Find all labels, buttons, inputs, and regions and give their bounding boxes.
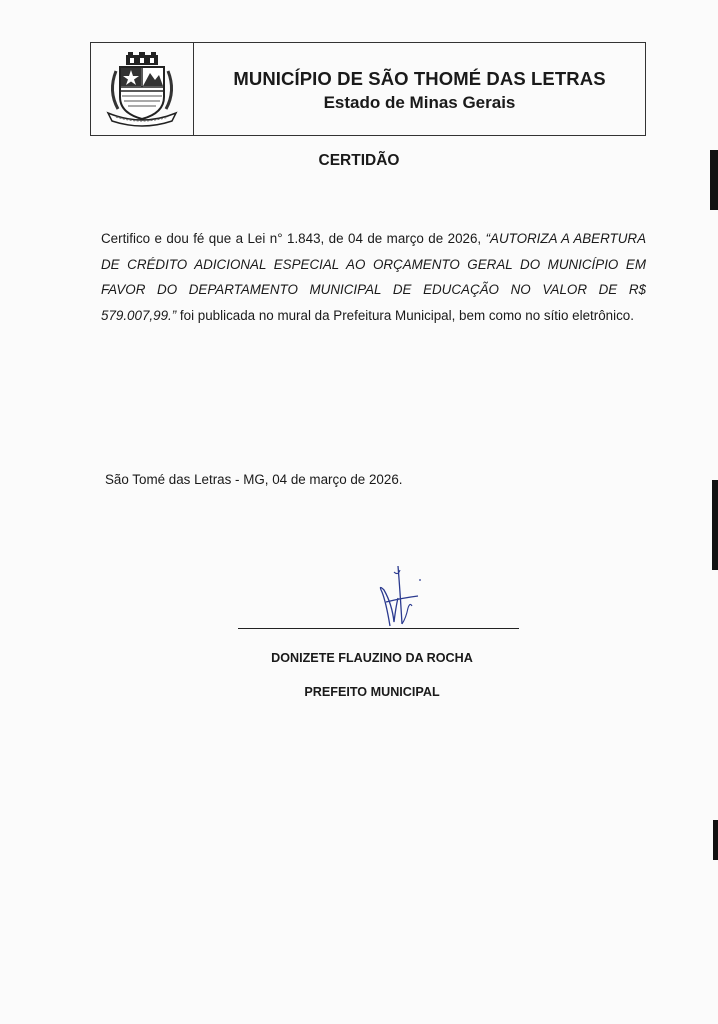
signer-role: PREFEITO MUNICIPAL xyxy=(304,685,440,699)
state-name: Estado de Minas Gerais xyxy=(323,92,516,112)
letterhead xyxy=(90,42,646,136)
letterhead-title-block xyxy=(194,43,645,135)
certificate-body xyxy=(101,226,646,328)
document-title: CERTIDÃO xyxy=(318,152,400,169)
municipality-name: MUNICÍPIO DE SÃO THOMÉ DAS LETRAS xyxy=(233,67,606,89)
scan-edge-mark xyxy=(713,820,718,860)
scan-edge-mark xyxy=(712,480,718,570)
body-outro: foi publicada no mural da Prefeitura Municipal, bem como no sítio eletrônico. xyxy=(176,307,634,323)
scan-edge-mark xyxy=(710,150,718,210)
handwritten-signature-icon xyxy=(368,562,432,632)
law-title-quote: “AUTORIZA A ABERTURA DE CRÉDITO ADICIONAL ESPECIAL AO ORÇAMENTO GERAL DO MUNICÍPIO EM FAVOR DO DEPARTAMENTO MUNICIPAL DE EDUCAÇÃO NO VALOR DE R$ 579.007,99.” xyxy=(101,231,646,323)
coat-of-arms-icon xyxy=(102,51,182,127)
logo-cell xyxy=(91,43,194,135)
signer-name: DONIZETE FLAUZINO DA ROCHA xyxy=(271,651,473,665)
place-and-date: São Tomé das Letras - MG, 04 de março de 2026. xyxy=(105,472,403,487)
signature-line xyxy=(238,628,519,629)
body-intro: Certifico e dou fé que a Lei n° 1.843, de 04 de março de 2026, xyxy=(101,231,486,246)
